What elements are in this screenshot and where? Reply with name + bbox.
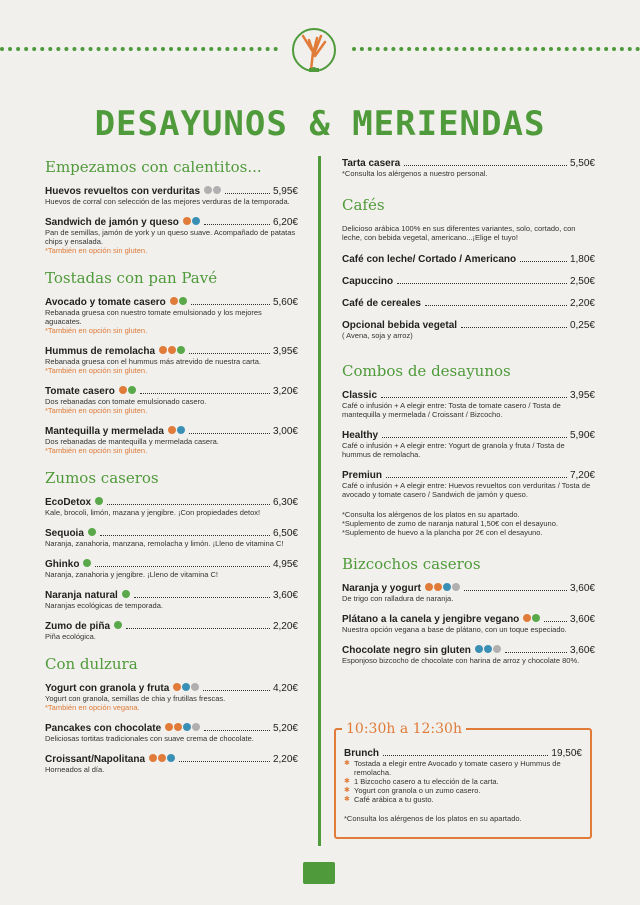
allergen-vegan-icon [95, 497, 103, 505]
item-row [45, 297, 298, 308]
top-dotted-line-right [352, 47, 640, 55]
item-row [45, 683, 298, 694]
allergen-gluten-icon [173, 683, 181, 691]
allergen-lactose-icon [192, 217, 200, 225]
item-description: Rebanada gruesa con el hummus más atrevido de nuestra carta. [45, 357, 261, 366]
item-price: 5,20€ [272, 723, 298, 734]
item-name: Capuccino [342, 276, 394, 287]
allergen-gluten-icon [174, 723, 182, 731]
menu-item [45, 426, 298, 455]
section-title: Combos de desayunos [342, 362, 511, 380]
item-name: Opcional bebida vegetal [342, 320, 458, 331]
menu-item [45, 723, 298, 743]
item-price: 3,60€ [272, 590, 298, 601]
item-description: Café o infusión + A elegir entre: Yogurt de granola y fruta / Tosta de hummus de remolacha. [342, 441, 565, 459]
right-column [342, 158, 595, 679]
brunch-bullets [344, 759, 582, 804]
allergen-badges [149, 754, 175, 762]
item-description: Café o infusión + A elegir entre: Huevos revueltos con verduritas / Tosta de avocado y tomate casero / Sandwich de jamón y queso. [342, 481, 591, 499]
item-price: 4,95€ [272, 559, 298, 570]
section-title: Empezamos con calentitos... [45, 158, 262, 176]
item-row [342, 254, 595, 265]
menu-item [45, 186, 298, 206]
menu-item [45, 497, 298, 517]
item-price: 7,20€ [569, 470, 595, 481]
leader-dots [505, 652, 567, 653]
allergen-lactose-icon [443, 583, 451, 591]
item-note: *También en opción sin gluten. [45, 326, 148, 335]
cafes-intro: Delicioso arábica 100% en sus diferentes variantes, solo, cortado, con leche, con bebida vegetal, americano...¡Elige el tuyo! [342, 224, 576, 242]
item-row [342, 583, 595, 594]
item-description: Naranjas ecológicas de temporada. [45, 601, 163, 610]
allergen-vegan-icon [88, 528, 96, 536]
menu-item [342, 614, 595, 634]
allergen-vegan-icon [532, 614, 540, 622]
item-row [342, 390, 595, 401]
menu-section [45, 655, 298, 774]
menu-item [45, 386, 298, 415]
allergen-gluten-icon [168, 426, 176, 434]
menu-item [342, 158, 595, 178]
menu-item [45, 297, 298, 335]
item-name: Huevos revueltos con verduritas [45, 186, 201, 197]
item-price: 2,20€ [272, 754, 298, 765]
allergen-vegan-icon [128, 386, 136, 394]
menu-item-brunch [344, 748, 582, 759]
item-note: *También en opción vegana. [45, 703, 140, 712]
item-name: Café de cereales [342, 298, 421, 309]
item-name: Sequoia [45, 528, 84, 539]
top-dotted-line-left [0, 47, 278, 55]
menu-section [45, 158, 298, 255]
leader-dots [225, 193, 270, 194]
allergen-badges [122, 590, 130, 598]
item-note: *También en opción sin gluten. [45, 246, 148, 255]
item-price: 3,20€ [272, 386, 298, 397]
item-description: Naranja, zanahoria y jengibre. ¡Lleno de vitamina C! [45, 570, 219, 579]
allergen-lactose-icon [182, 683, 190, 691]
item-row [45, 426, 298, 437]
section-title: Con dulzura [45, 655, 138, 673]
allergen-vegan-icon [83, 559, 91, 567]
allergen-gluten-icon [183, 217, 191, 225]
allergen-lactose-icon [177, 426, 185, 434]
allergen-egg-icon [213, 186, 221, 194]
item-row [45, 346, 298, 357]
allergen-gluten-icon [165, 723, 173, 731]
item-name: Hummus de remolacha [45, 346, 156, 357]
item-name: EcoDetox [45, 497, 92, 508]
item-row [45, 497, 298, 508]
menu-item [45, 683, 298, 712]
item-description: Rebanada gruesa con nuestro tomate emulsionado y los mejores aguacates. [45, 308, 262, 326]
item-price: 5,60€ [272, 297, 298, 308]
leader-dots [520, 261, 567, 262]
item-name: Tarta casera [342, 158, 401, 169]
allergen-vegan-icon [179, 297, 187, 305]
item-row [342, 298, 595, 309]
menu-item [342, 298, 595, 309]
leader-dots [204, 730, 270, 731]
allergen-badges [95, 497, 103, 505]
item-row [45, 386, 298, 397]
item-name: Croissant/Napolitana [45, 754, 146, 765]
item-row [45, 621, 298, 632]
item-name: Mantequilla y mermelada [45, 426, 164, 437]
allergen-badges [159, 346, 185, 354]
item-price: 6,20€ [272, 217, 298, 228]
menu-section-bizcochos [342, 555, 595, 665]
item-description: Dos rebanadas de mantequilla y mermelada casera. [45, 437, 219, 446]
allergen-egg-icon [452, 583, 460, 591]
item-price: 3,00€ [272, 426, 298, 437]
allergen-egg-icon [191, 683, 199, 691]
item-price: 0,25€ [569, 320, 595, 331]
item-row [342, 614, 595, 625]
allergen-badges [475, 645, 501, 653]
menu-item [342, 320, 595, 340]
item-description: Piña ecológica. [45, 632, 96, 641]
brunch-note: *Consulta los alérgenos de los platos en su apartado. [344, 814, 522, 823]
leader-dots [382, 437, 567, 438]
allergen-gluten-icon [170, 297, 178, 305]
item-description: *Consulta los alérgenos a nuestro personal. [342, 169, 488, 178]
item-name: Plátano a la canela y jengibre vegano [342, 614, 520, 625]
item-price: 2,50€ [569, 276, 595, 287]
item-name: Brunch [344, 748, 379, 759]
item-description: Kale, brocoli, limón, mazana y jengibre. ¡Con propiedades detox! [45, 508, 261, 517]
item-description: Pan de semillas, jamón de york y un queso suave. Acompañado de patatas chips y ensalada. [45, 228, 296, 246]
allergen-badges [173, 683, 199, 691]
item-row [45, 186, 298, 197]
item-description: Deliciosas tortitas tradicionales con suave crema de chocolate. [45, 734, 254, 743]
eu-organic-leaf-icon [303, 862, 335, 884]
item-price: 1,80€ [569, 254, 595, 265]
item-row [342, 276, 595, 287]
menu-section [45, 269, 298, 455]
menu-item [342, 390, 595, 419]
allergen-lactose-icon [484, 645, 492, 653]
leader-dots [95, 566, 270, 567]
section-title: Cafés [342, 196, 385, 214]
menu-item [45, 528, 298, 548]
item-price: 3,60€ [569, 583, 595, 594]
item-name: Yogurt con granola y fruta [45, 683, 170, 694]
item-price: 5,90€ [569, 430, 595, 441]
leader-dots [425, 305, 567, 306]
allergen-lactose-icon [475, 645, 483, 653]
allergen-gluten-icon [523, 614, 531, 622]
item-price: 6,50€ [272, 528, 298, 539]
leader-dots [134, 597, 270, 598]
item-name: Zumo de piña [45, 621, 110, 632]
menu-section [45, 469, 298, 641]
allergen-vegan-icon [177, 346, 185, 354]
item-name: Avocado y tomate casero [45, 297, 166, 308]
allergen-badges [425, 583, 460, 591]
item-row [342, 158, 595, 169]
brunch-box [334, 721, 592, 839]
leader-dots [140, 393, 270, 394]
menu-item [342, 470, 595, 499]
combos-note: *Consulta los alérgenos de los platos en su apartado. [342, 510, 520, 519]
item-name: Premiun [342, 470, 383, 481]
item-description: Café o infusión + A elegir entre: Tosta de tomate casero / Tosta de mantequilla y mermelada / Croissant / Bizcocho. [342, 401, 561, 419]
item-name: Pancakes con chocolate [45, 723, 162, 734]
item-row [45, 559, 298, 570]
allergen-badges [170, 297, 187, 305]
allergen-lactose-icon [167, 754, 175, 762]
allergen-vegan-icon [114, 621, 122, 629]
item-row [342, 430, 595, 441]
allergen-gluten-icon [159, 346, 167, 354]
allergen-gluten-icon [119, 386, 127, 394]
item-description: Yogurt con granola, semillas de chia y frutillas frescas. [45, 694, 226, 703]
leader-dots [461, 327, 567, 328]
menu-item [45, 217, 298, 255]
item-name: Tomate casero [45, 386, 115, 397]
left-column [45, 158, 298, 788]
brunch-bullet: ✱ Tostada a elegir entre Avocado y tomate casero y Hummus de remolacha. [344, 759, 582, 777]
menu-item [342, 254, 595, 265]
leader-dots [386, 477, 567, 478]
item-row [45, 528, 298, 539]
menu-item [342, 645, 595, 665]
item-price: 2,20€ [569, 298, 595, 309]
item-row [342, 470, 595, 481]
menu-item [45, 754, 298, 774]
item-name: Ghinko [45, 559, 80, 570]
allergen-badges [119, 386, 136, 394]
allergen-vegan-icon [122, 590, 130, 598]
item-name: Classic [342, 390, 378, 401]
menu-section-combos [342, 362, 595, 537]
allergen-gluten-icon [158, 754, 166, 762]
item-name: Naranja y yogurt [342, 583, 421, 594]
menu-item [45, 346, 298, 375]
leader-dots [191, 304, 270, 305]
allergen-egg-icon [204, 186, 212, 194]
item-price: 6,30€ [272, 497, 298, 508]
item-note: *También en opción sin gluten. [45, 446, 148, 455]
item-note: *También en opción sin gluten. [45, 366, 148, 375]
item-description: Naranja, zanahoria, manzana, remolacha y limón. ¡Lleno de vitamina C! [45, 539, 284, 548]
allergen-egg-icon [192, 723, 200, 731]
item-description: Dos rebanadas con tomate emulsionado casero. [45, 397, 207, 406]
brunch-bullet: ✱ Café arábica a tu gusto. [344, 795, 582, 804]
item-row [342, 645, 595, 656]
item-description: De trigo con ralladura de naranja. [342, 594, 454, 603]
item-price: 19,50€ [551, 748, 582, 759]
menu-item [45, 590, 298, 610]
allergen-badges [165, 723, 200, 731]
menu-section-cafes [342, 196, 595, 340]
item-name: Café con leche/ Cortado / Americano [342, 254, 517, 265]
leader-dots [397, 283, 567, 284]
item-price: 4,20€ [272, 683, 298, 694]
leader-dots [107, 504, 270, 505]
allergen-badges [83, 559, 91, 567]
item-description: Huevos de corral con selección de las mejores verduras de la temporada. [45, 197, 290, 206]
item-price: 2,20€ [272, 621, 298, 632]
allergen-lactose-icon [183, 723, 191, 731]
leader-dots [189, 353, 270, 354]
item-row [45, 754, 298, 765]
allergen-gluten-icon [149, 754, 157, 762]
leader-dots [100, 535, 270, 536]
item-description: Nuestra opción vegana a base de plátano, con un toque especiado. [342, 625, 567, 634]
item-name: Naranja natural [45, 590, 118, 601]
brunch-bullet: ✱ Yogurt con granola o un zumo casero. [344, 786, 582, 795]
column-divider [318, 156, 321, 846]
menu-item [45, 559, 298, 579]
brunch-time: 10:30h a 12:30h [342, 721, 466, 737]
leader-dots [464, 590, 567, 591]
leader-dots [126, 628, 270, 629]
item-price: 3,60€ [569, 645, 595, 656]
allergen-badges [168, 426, 185, 434]
brunch-bullet: ✱ 1 Bizcocho casero a tu elección de la carta. [344, 777, 582, 786]
leader-dots [204, 224, 270, 225]
allergen-gluten-icon [434, 583, 442, 591]
allergen-badges [204, 186, 221, 194]
tree-logo-icon [289, 24, 339, 80]
menu-item [342, 430, 595, 459]
item-name: Chocolate negro sin gluten [342, 645, 471, 656]
allergen-badges [88, 528, 96, 536]
allergen-gluten-icon [168, 346, 176, 354]
item-row [45, 217, 298, 228]
item-name: Healthy [342, 430, 379, 441]
item-price: 3,60€ [569, 614, 595, 625]
menu-item [45, 621, 298, 641]
item-note: *También en opción sin gluten. [45, 406, 148, 415]
item-name: Sandwich de jamón y queso [45, 217, 179, 228]
leader-dots [404, 165, 567, 166]
allergen-badges [183, 217, 200, 225]
item-description: ( Avena, soja y arroz) [342, 331, 413, 340]
leader-dots [544, 621, 567, 622]
menu-item [342, 583, 595, 603]
item-row [342, 320, 595, 331]
combos-note: *Suplemento de zumo de naranja natural 1,50€ con el desayuno. [342, 519, 558, 528]
item-price: 3,95€ [272, 346, 298, 357]
combos-note: *Suplemento de huevo a la plancha por 2€ con el desayuno. [342, 528, 543, 537]
item-description: Horneados al día. [45, 765, 105, 774]
leader-dots [381, 397, 567, 398]
allergen-badges [523, 614, 540, 622]
item-row [45, 723, 298, 734]
item-price: 3,95€ [569, 390, 595, 401]
leader-dots [189, 433, 270, 434]
allergen-egg-icon [493, 645, 501, 653]
section-title: Zumos caseros [45, 469, 159, 487]
item-row [45, 590, 298, 601]
leader-dots [383, 755, 548, 756]
item-price: 5,50€ [569, 158, 595, 169]
allergen-gluten-icon [425, 583, 433, 591]
leader-dots [203, 690, 270, 691]
page-title: DESAYUNOS & MERIENDAS [94, 104, 546, 144]
menu-item [342, 276, 595, 287]
section-title: Tostadas con pan Pavé [45, 269, 218, 287]
item-price: 5,95€ [272, 186, 298, 197]
item-description: Esponjoso bizcocho de chocolate con harina de arroz y chocolate 80%. [342, 656, 580, 665]
allergen-badges [114, 621, 122, 629]
leader-dots [179, 761, 270, 762]
section-title: Bizcochos caseros [342, 555, 481, 573]
